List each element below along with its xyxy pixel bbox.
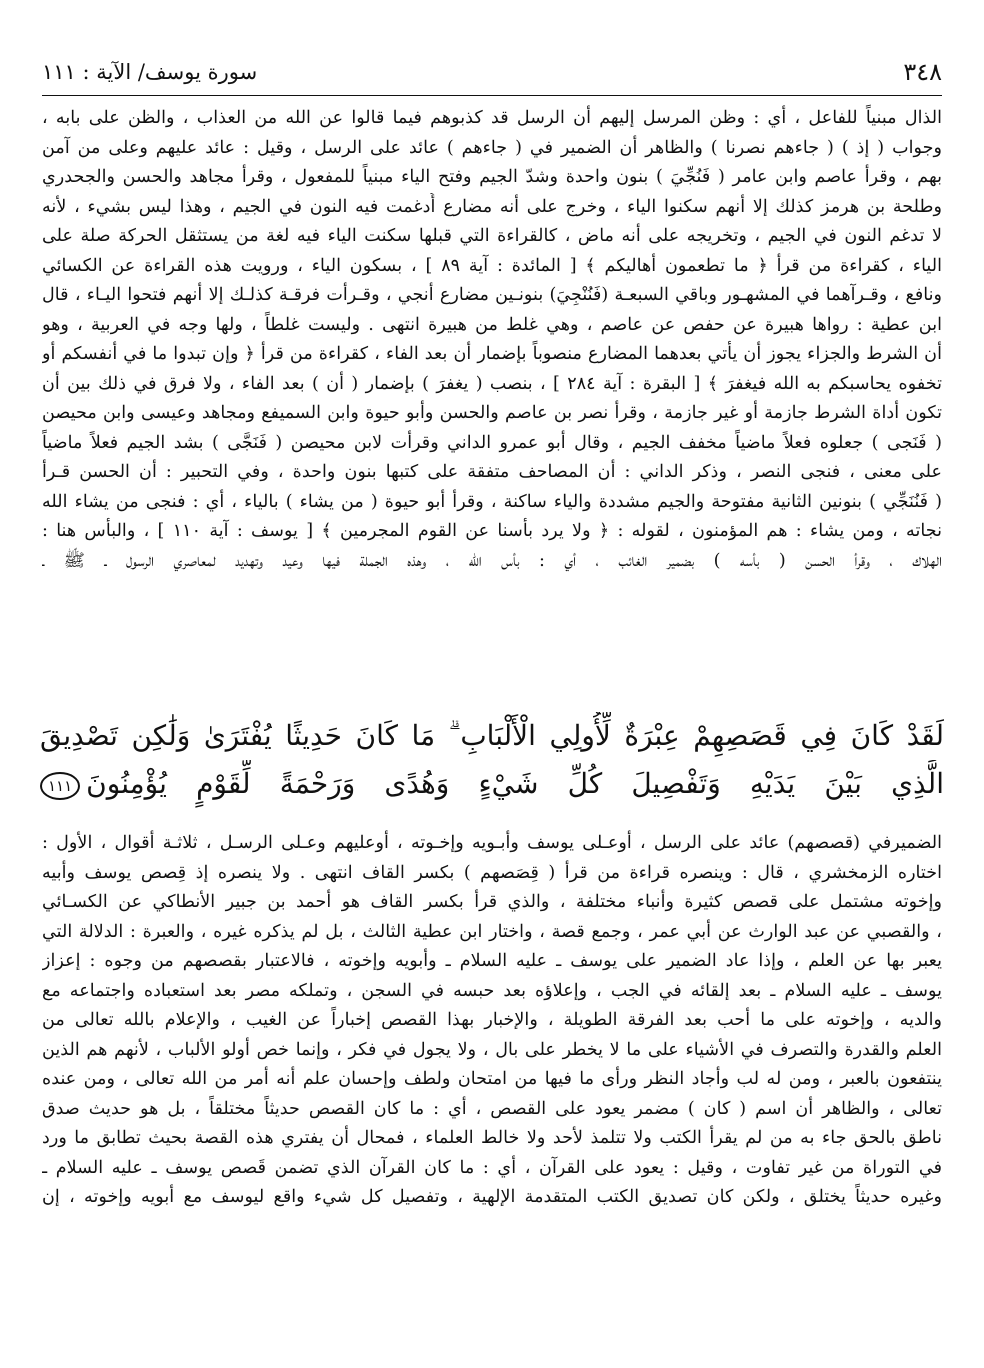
- text-line: ( فَنُنَجِّي ) بنونين الثانية مفتوحة والجيم مشددة والياء ساكنة ، وقرأ أبو حيوة ( من يشاء ) بالياء ، أي : فنجى من يشاء الله: [42, 491, 942, 512]
- text-line: الهلاك ، وقرأ الحسن ( بأسه ) بضمير الغائب ، أي : بأس الله ، وهذه الجملة فيها وعيد وتهديد لمعاصري الرسول ـ ﷺ ـ: [42, 550, 942, 571]
- text-line: وطلحة بن هرمز كذلك إلا أنهم سكنوا الياء ، وخرج على أنه مضارع أُدغمت فيه النون في الجيم ، وهذا ليس بشيء ، لأنه: [42, 196, 942, 217]
- text-line: تكون أداة الشرط جازمة أو غير جازمة ، وقرأ نصر بن عاصم والحسن وأبو حيوة وابن السميفع ومجاهد وعيسى وابن محيصن: [42, 403, 942, 423]
- text-line: في التوراة من غير تفاوت ، وقيل : يعود على القرآن ، أي : ما كان القرآن الذي تضمن قَصص يوسف ـ عليه السلام ـ: [42, 1157, 942, 1178]
- text-line: تعالى ، والظاهر أن اسم ( كان ) مضمر يعود على القصص ، أي : ما كان القصص حديثاً مختلقاً ، بل هو حديث صدق: [42, 1098, 942, 1119]
- text-line: ناطق بالحق جاء به من لم يقرأ الكتب ولا تتلمذ لأحد ولا خالط العلماء ، فمحال أن يفتري هذه القصة بحيث تطابق ما ورد: [42, 1128, 942, 1148]
- text-line: تخفوه يحاسبكم به الله فيغفرَ ﴾ [ البقرة : آية ٢٨٤ ] ، بنصب ( يغفرَ ) بإضمار ( أن ) بعد الفاء ، ولا فرق في ذلك بين أن: [42, 373, 942, 394]
- text-line: بهم ، وقرأ عاصم وابن عامر ( فَنُجِّيَ ) بنون واحدة وشدّ الجيم وفتح الياء مبنياً للمفعول ، وقرأ مجاهد والحسن والجحدري: [42, 167, 942, 187]
- header-divider: [42, 95, 942, 96]
- text-line: يعبر بها عن العلم ، وإذا عاد الضمير على يوسف ـ عليه السلام ـ وأبويه وإخوته ، فالاعتبار بقصصهم من وجوه : إعزاز: [42, 951, 942, 971]
- text-line: ، والقصبي عن عبد الوارث عن أبي عمر ، وجمع قصة ، واختار ابن عطية الثالث ، بل لم يذكره غيره ، والعبرة : الدلالة التي: [42, 921, 942, 942]
- text-line: وغيره حديثاً يختلق ، ولكن كان تصديق الكتب المتقدمة الإلهية ، وتفصيل كل شيء واقع ليوسف مع أبويه وإخوته ، إن: [42, 1187, 942, 1207]
- page-number: ٣٤٨: [903, 58, 942, 86]
- text-line: ابن عطية : رواها هبيرة عن حفص عن عاصم ، وهي غلط من هبيرة انتهى . وليست غلطاً ، ولها وجه في العربية ، وهو: [42, 314, 942, 335]
- verse-line-2-text: الَّذِي بَيْنَ يَدَيْهِ وَتَفْصِيلَ كُلِّ شَيْءٍ وَهُدًى وَرَحْمَةً لِّقَوْمٍ يُؤْمِنُونَ: [86, 767, 944, 800]
- page-header: [42, 58, 942, 94]
- text-line: نجاته ، ومن يشاء : هم المؤمنون ، لقوله : ﴿ ولا يرد بأسنا عن القوم المجرمين ﴾ [ يوسف : آية ١١٠ ] ، والبأس هنا :: [42, 521, 942, 541]
- verse-line-1: لَقَدْ كَانَ فِي قَصَصِهِمْ عِبْرَةٌ لِّأُولِي الْأَلْبَابِ ۗ مَا كَانَ حَدِيثًا يُفْتَرَىٰ وَلَٰكِن تَصْدِيقَ: [40, 719, 944, 752]
- text-line: لا تدغم النون في الجيم ، وتخريجه على أنه ماض ، كالقراءة التي قبلها سكنت الياء فيه لغة من يستثقل الحركة صلة على: [42, 226, 942, 246]
- ayah-number-marker: ١١١: [40, 772, 80, 800]
- commentary-bottom: [42, 829, 942, 1213]
- text-line: الذال مبنياً للفاعل ، أي : وظن المرسل إليهم أن الرسل قد كذبوهم فيما قالوا عن الله من العذاب ، والظن على بابه ،: [42, 108, 942, 128]
- text-line: وإخوته مشتمل على قصص كثيرة وأنباء مختلفة ، والذي قرأ بكسر القاف هو أحمد بن جبير الأنطاكي عن الكسـائي: [42, 892, 942, 912]
- commentary-top: [42, 104, 942, 576]
- text-line: ( فَنَجى ) جعلوه فعلاً ماضياً مخفف الجيم ، وقال أبو عمرو الداني وقرأت لابن محيصن ( فَنَجَّى ) بشد الجيم فعلاً ماضياً: [42, 432, 942, 453]
- text-line: يوسف ـ عليه السلام ـ بعد إلقائه في الجب ، وإعلاؤه بعد حبسه في السجن ، وتملكه مصر بعد استعباده واجتماعه مع: [42, 980, 942, 1001]
- text-line: والديه ، وإخوته على ما أحب بعد الفرقة الطويلة ، والإخبار بهذا القصص إخباراً عن الغيب ، والإعلام بالله تعالى من: [42, 1010, 942, 1030]
- text-line: ونافع ، وقـرآهما في المشهـور وباقي السبعـة (فَنُنْجِيَ) بنونـين مضارع أنجي ، وقـرأت فرقـة كذلـك إلا أنهم فتحوا اليـاء ، قال: [42, 285, 942, 305]
- text-line: ينتفعون بالعبر ، ومن له لب وأجاد النظر ورأى ما فيها من امتحان ولطف وإحسان علم أنه أمر من الله تعالى ، ومن عنده: [42, 1069, 942, 1089]
- text-line: على معنى ، فنجى النصر ، وذكر الداني : أن المصاحف متفقة على كتبها بنون واحدة ، وفي التحبير : أن الحسن قـرأ: [42, 462, 942, 482]
- surah-reference: سورة يوسف/ الآية : ١١١: [42, 60, 258, 84]
- text-line: أن الشرط والجزاء يجوز أن يأتي بعدهما المضارع منصوباً بإضمار أن بعد الفاء ، كقراءة من قرأ ﴿ وإن تبدوا ما في أنفسكم أو: [42, 344, 942, 364]
- text-line: الضميرفي (قصصهم) عائد على الرسل ، أوعـلى يوسف وأبـويه وإخـوته ، أوعليهم وعـلى الرسـل ، ثلاثـة أقوال ، الأول :: [42, 833, 942, 853]
- text-line: العلم والقدرة والتصرف في الأشياء على ما لا يخطر على بال ، ولا يجول في فكر ، وإنما خص أولو الألباب ، لأنهم هم الذين: [42, 1039, 942, 1060]
- text-line: وجواب ( إذ ) ( جاءهم نصرنا ) والظاهر أن الضمير في ( جاءهم ) عائد على الرسل ، وقيل : عائد عليهم وعلى من آمن: [42, 137, 942, 158]
- text-line: الياء ، كقراءة من قرأ ﴿ ما تطعمون أهاليكم ﴾ [ المائدة : آية ٨٩ ] ، بسكون الياء ، ورويت هذه القراءة عن الكسائي: [42, 255, 942, 276]
- quran-verse: [40, 712, 944, 808]
- verse-line-2: [40, 760, 944, 808]
- text-line: اختاره الزمخشري ، قال : وينصره قراءة من قرأ ( قِصَصهم ) بكسر القاف انتهى . ولا ينصره إذ قِصص يوسف وأبيه: [42, 862, 942, 883]
